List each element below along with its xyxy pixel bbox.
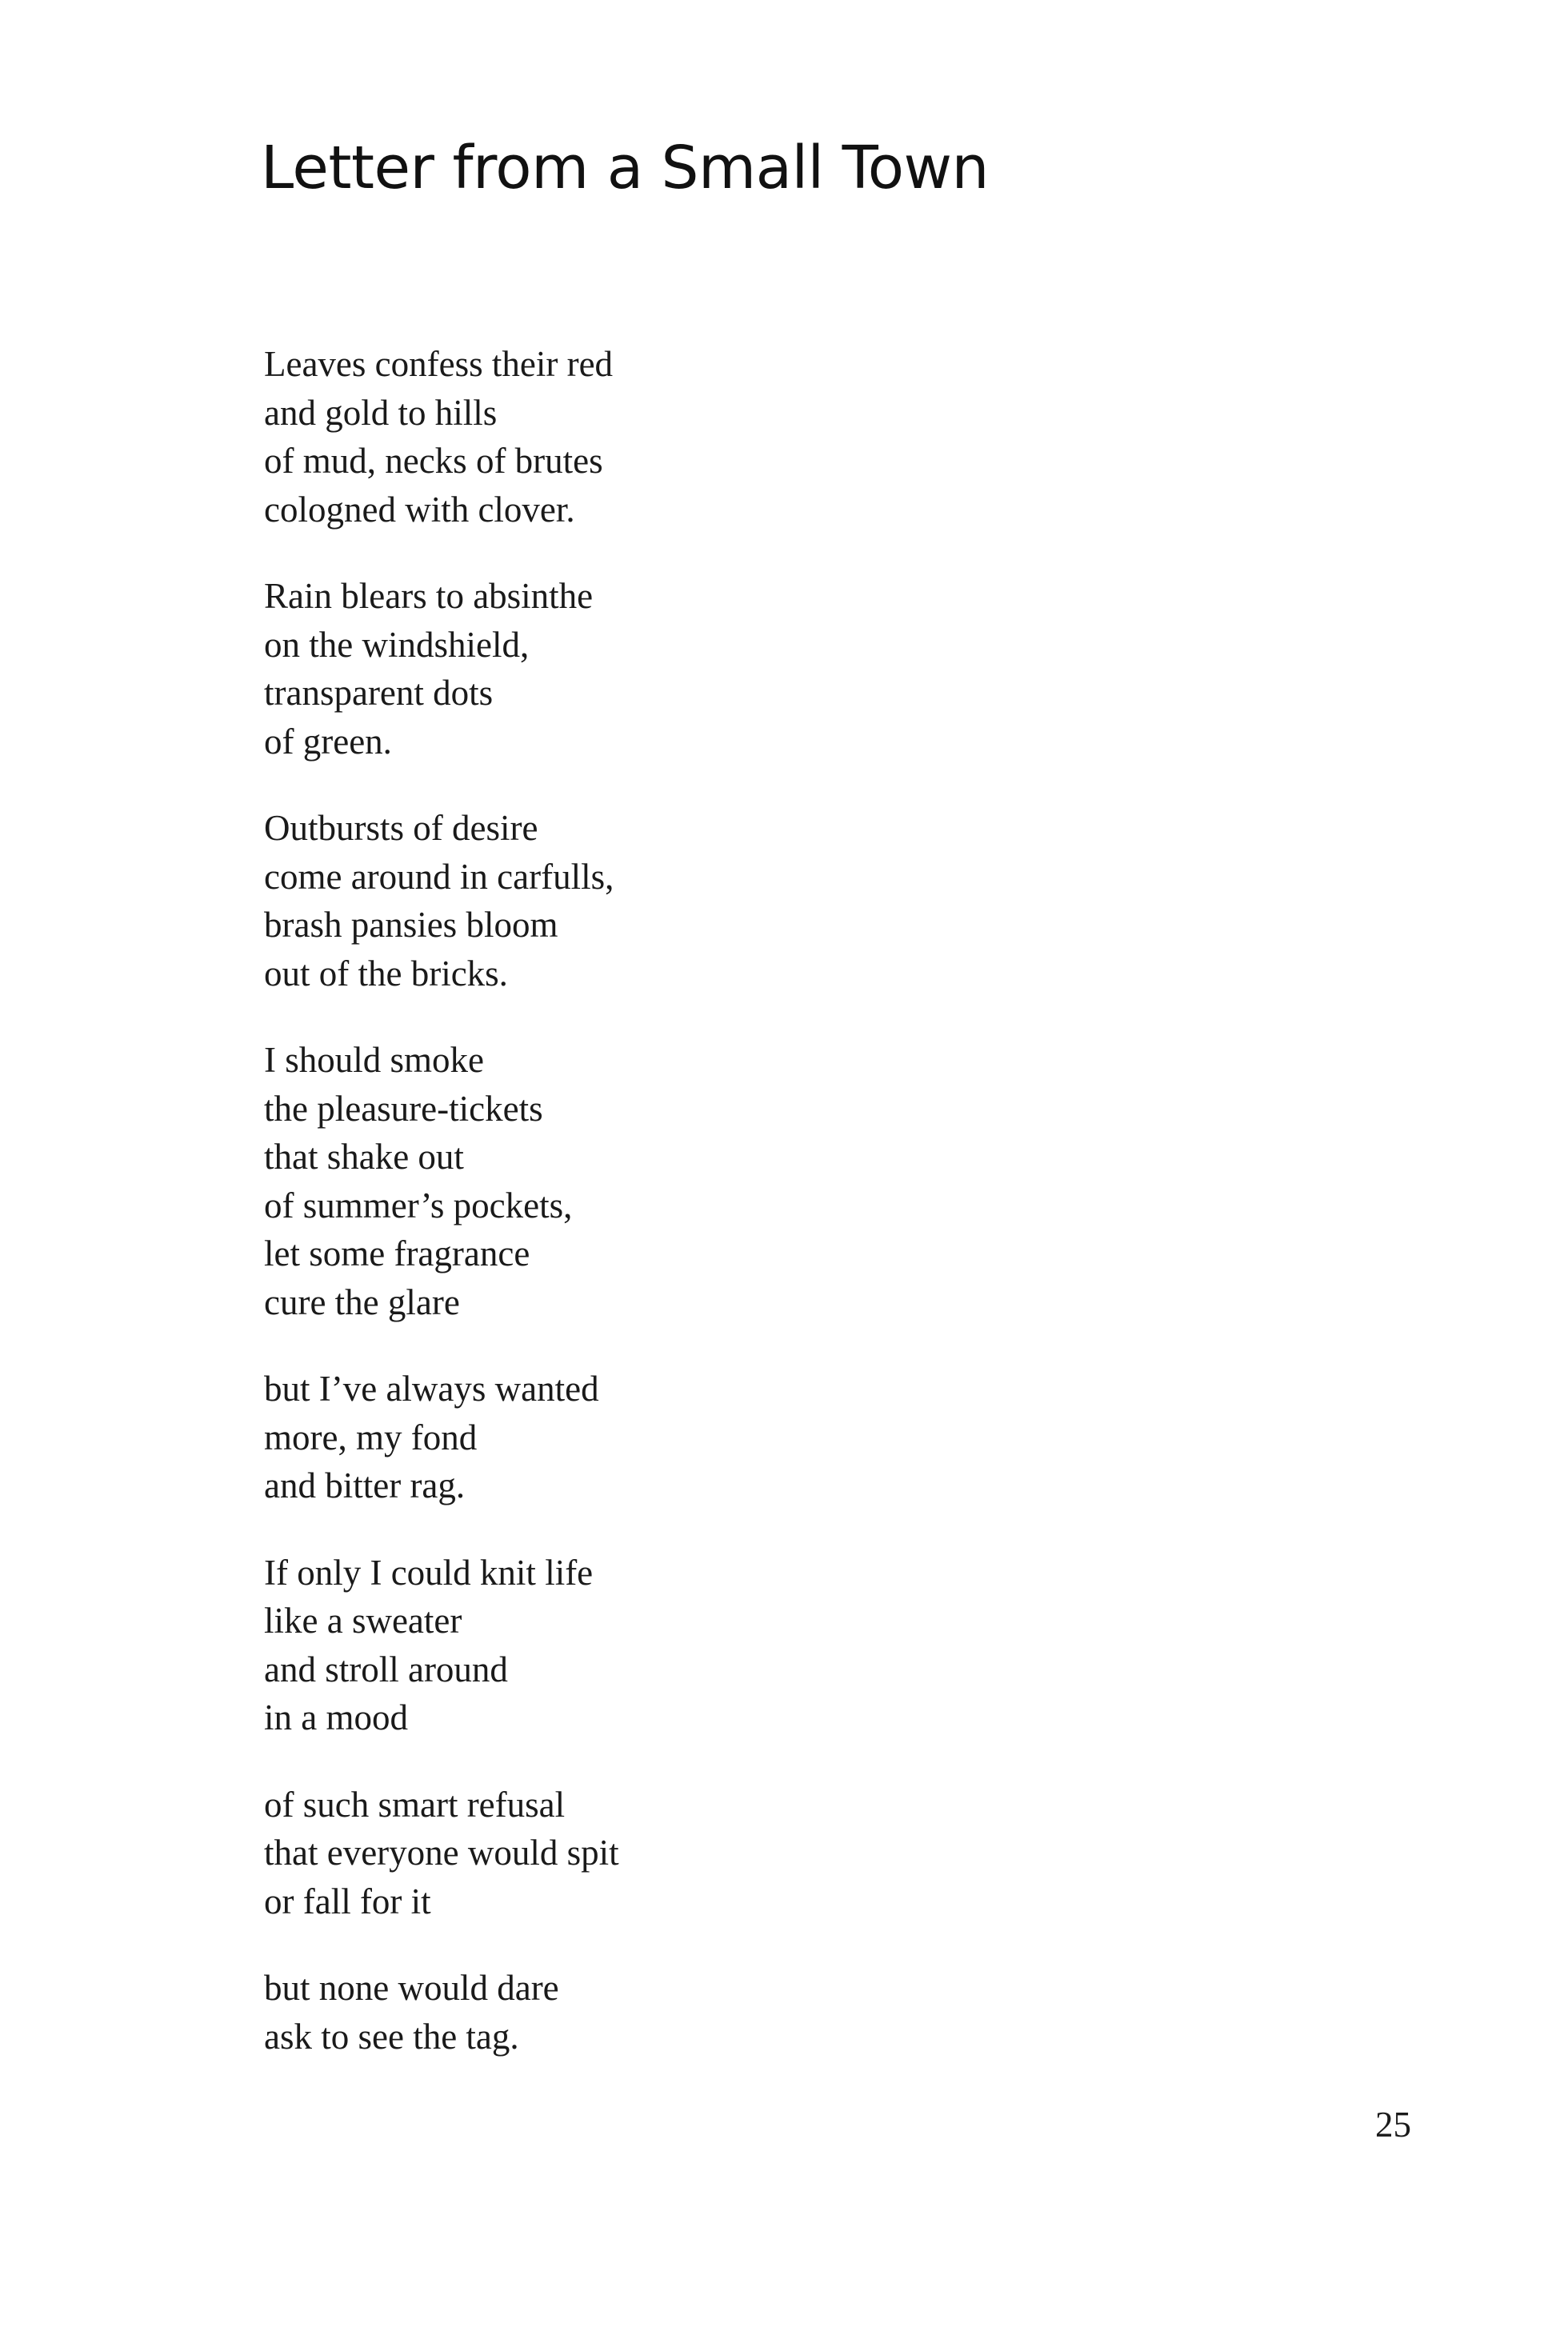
poem-line: and bitter rag. (264, 1465, 466, 1505)
poem-line: brash pansies bloom (264, 905, 558, 945)
stanza (264, 1365, 619, 1510)
poem-line: more, my fond (264, 1417, 478, 1457)
poem-line: the pleasure-tickets (264, 1088, 543, 1129)
stanza (264, 1549, 619, 1742)
poem-line: that shake out (264, 1137, 464, 1177)
poem-line: come around in carfulls, (264, 856, 614, 897)
poem-line: and gold to hills (264, 392, 498, 433)
poem-line: cure the glare (264, 1281, 460, 1322)
poem-line: in a mood (264, 1697, 408, 1737)
poem-title: Letter from a Small Town (261, 134, 989, 202)
page-number: 25 (1375, 2105, 1411, 2145)
poem-line: but none would dare (264, 1968, 559, 2008)
poem-line: of such smart refusal (264, 1784, 566, 1825)
poem-body (264, 340, 619, 2061)
poem-line: like a sweater (264, 1601, 462, 1641)
poem-line: and stroll around (264, 1649, 508, 1689)
poem-line: that everyone would spit (264, 1833, 619, 1873)
poem-line: on the windshield, (264, 624, 530, 665)
poem-line: of mud, necks of brutes (264, 441, 603, 481)
poem-line: ask to see the tag. (264, 2016, 519, 2057)
poem-line: of summer’s pockets, (264, 1185, 573, 1225)
poem-line: of green. (264, 721, 392, 762)
poem-line: out of the bricks. (264, 953, 508, 994)
poem-line: but I’ve always wanted (264, 1369, 599, 1409)
stanza (264, 1964, 619, 2061)
poem-line: Rain blears to absinthe (264, 576, 594, 616)
poem-line: or fall for it (264, 1881, 431, 1921)
stanza (264, 1781, 619, 1926)
poem-line: let some fragrance (264, 1233, 530, 1273)
poem-line: I should smoke (264, 1040, 484, 1080)
stanza (264, 804, 619, 998)
poem-line: Outbursts of desire (264, 808, 538, 848)
poem-line: If only I could knit life (264, 1552, 594, 1593)
stanza (264, 1036, 619, 1326)
poem-line: transparent dots (264, 673, 494, 713)
stanza (264, 572, 619, 766)
stanza (264, 340, 619, 534)
poem-line: cologned with clover. (264, 489, 575, 530)
poem-line: Leaves confess their red (264, 344, 614, 384)
